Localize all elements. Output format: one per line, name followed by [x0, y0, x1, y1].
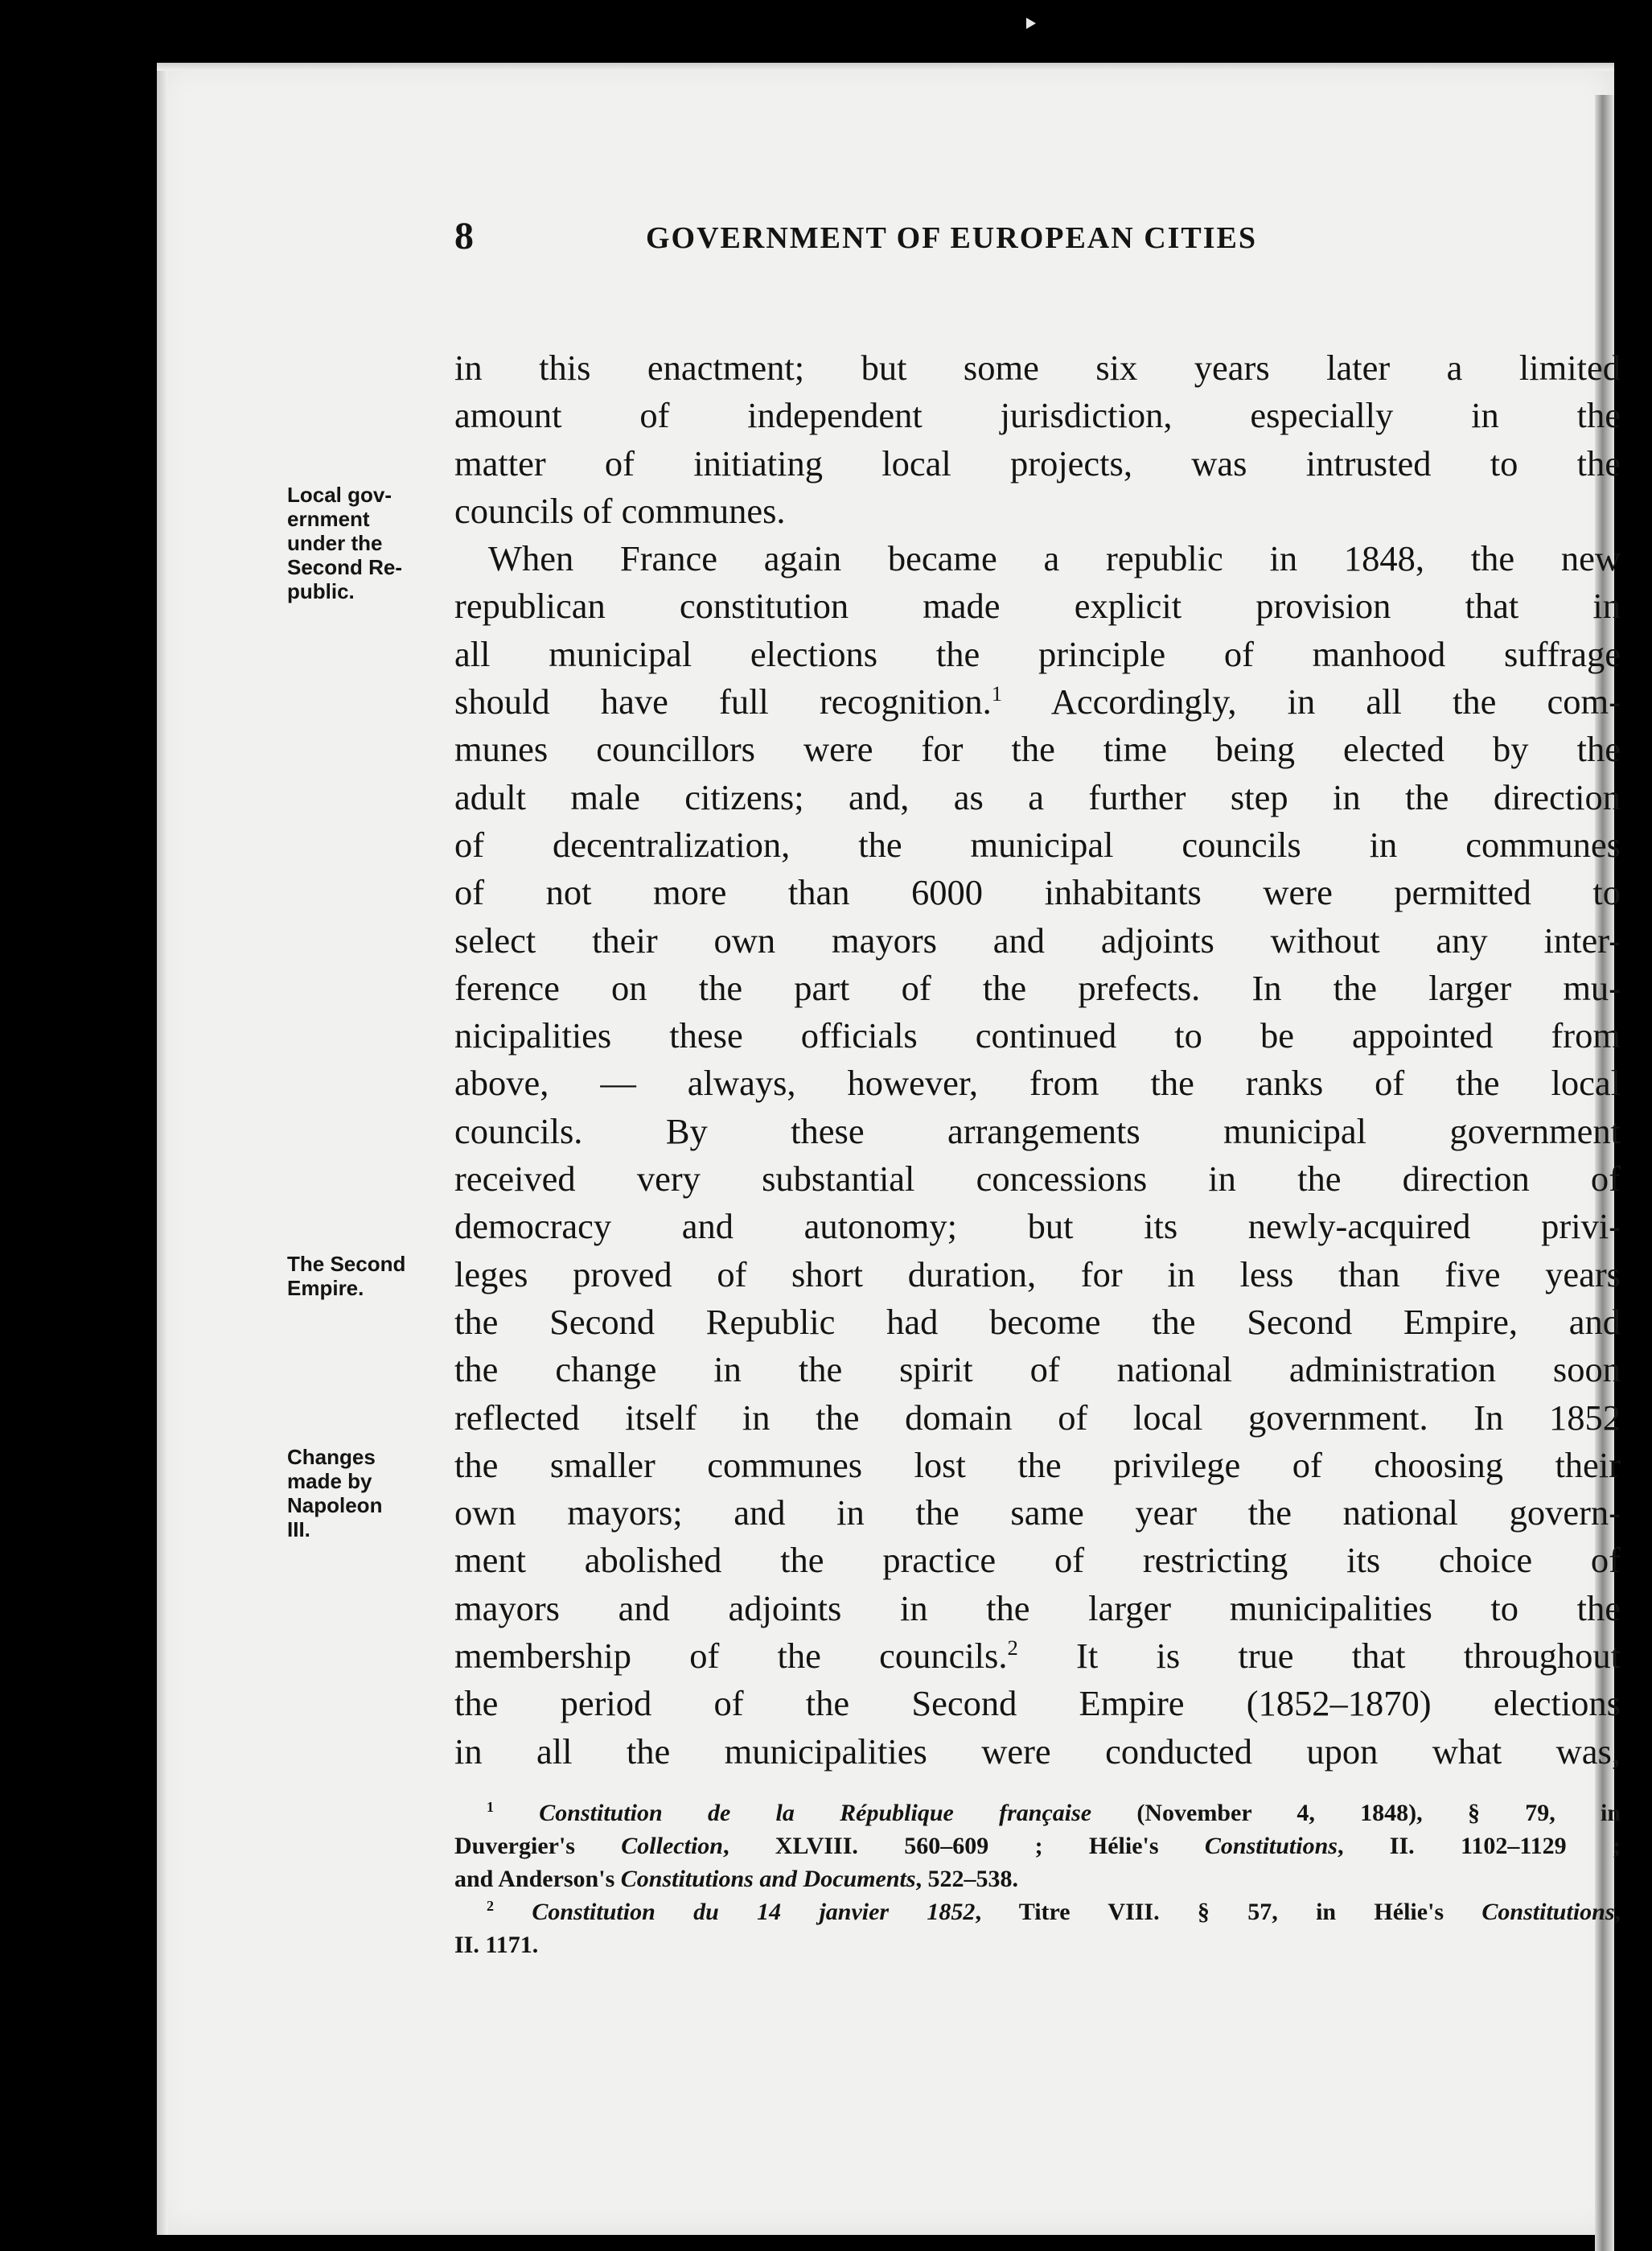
- page-top-edge: [157, 63, 1614, 71]
- text-line: the period of the Second Empire (1852–1870) elections: [454, 1683, 1621, 1724]
- text-line: of not more than 6000 inhabitants were permitted to: [454, 872, 1621, 913]
- footnote-2: $^2$ Constitution du 14 janvier 1852, Titre VIII. § 57, in Hélie's Constitutions,: [487, 1898, 1621, 1925]
- text-line: all municipal elections the principle of manhood suffrage: [454, 633, 1621, 674]
- text-line: above, — always, however, from the ranks of the local: [454, 1063, 1621, 1104]
- footnote-ref-2: 2: [1007, 1636, 1018, 1660]
- scan-artifact: [1026, 18, 1036, 29]
- text-line: democracy and autonomy; but its newly-acquired privi-: [454, 1206, 1621, 1247]
- text-line: the Second Republic had become the Second Empire, and: [454, 1301, 1621, 1342]
- body-text: [454, 344, 1621, 1776]
- text-line: When France again became a republic in 1848, the new: [488, 538, 1621, 579]
- text-line: ment abolished the practice of restricting its choice of: [454, 1540, 1621, 1581]
- running-head: GOVERNMENT OF EUROPEAN CITIES: [646, 221, 1258, 255]
- page-number: 8: [454, 215, 475, 257]
- text-line: mayors and adjoints in the larger municipalities to the: [454, 1587, 1621, 1628]
- footnote-2-end: II. 1171.: [454, 1932, 539, 1958]
- text-line: own mayors; and in the same year the national govern-: [454, 1492, 1621, 1533]
- sidenote-napoleon-changes: Changes made by Napoleon III.: [287, 1445, 383, 1541]
- text-line: nicipalities these officials continued to be appointed from: [454, 1015, 1621, 1056]
- text-line: leges proved of short duration, for in less than five years: [454, 1253, 1621, 1294]
- text-line: ference on the part of the prefects. In the larger mu-: [454, 967, 1621, 1008]
- text-line: in this enactment; but some six years later a limited: [454, 348, 1621, 388]
- text-line: amount of independent jurisdiction, especially in the: [454, 395, 1621, 436]
- text-line: councils. By these arrangements municipal government: [454, 1110, 1621, 1151]
- page-header: [454, 214, 1637, 270]
- text-line: councils of communes.: [454, 490, 786, 531]
- text-line: republican constitution made explicit provision that in: [454, 586, 1621, 627]
- page-edge: [157, 63, 168, 2235]
- footnote-ref-1: 1: [991, 681, 1003, 706]
- text-line: the smaller communes lost the privilege of choosing their: [454, 1444, 1621, 1485]
- text-line: of decentralization, the municipal councils in communes: [454, 824, 1621, 865]
- text-line: membership of the councils.$^2$ It is true that throughout: [454, 1636, 1621, 1677]
- text-line: munes councillors were for the time being elected by the: [454, 729, 1621, 770]
- footnotes: [454, 1796, 1621, 1961]
- footnote-1-end: and Anderson's Constitutions and Documents, 522–538.: [454, 1866, 1019, 1892]
- text-line: in all the municipalities were conducted upon what was,: [454, 1730, 1621, 1772]
- sidenote-local-government: Local gov- ernment under the Second Re- public.: [287, 483, 403, 603]
- text-line: adult male citizens; and, as a further step in the direction: [454, 776, 1621, 817]
- text-line: reflected itself in the domain of local government. In 1852: [454, 1397, 1621, 1438]
- footnote-1-cont: Duvergier's Collection, XLVIII. 560–609 ; Hélie's Constitutions, II. 1102–1129 ;: [454, 1833, 1621, 1859]
- book-page: [157, 63, 1621, 2235]
- text-line: received very substantial concessions in the direction of: [454, 1158, 1621, 1200]
- text-line: matter of initiating local projects, was intrusted to the: [454, 442, 1621, 484]
- footnote-1: $^1$ Constitution de la République française (November 4, 1848), § 79, in: [487, 1799, 1621, 1826]
- text-line: the change in the spirit of national administration soon: [454, 1349, 1621, 1390]
- text-line: select their own mayors and adjoints without any inter-: [454, 920, 1621, 961]
- sidenote-second-empire: The Second Empire.: [287, 1252, 406, 1300]
- text-line: should have full recognition.$^1$ Accordingly, in all the com-: [454, 681, 1621, 722]
